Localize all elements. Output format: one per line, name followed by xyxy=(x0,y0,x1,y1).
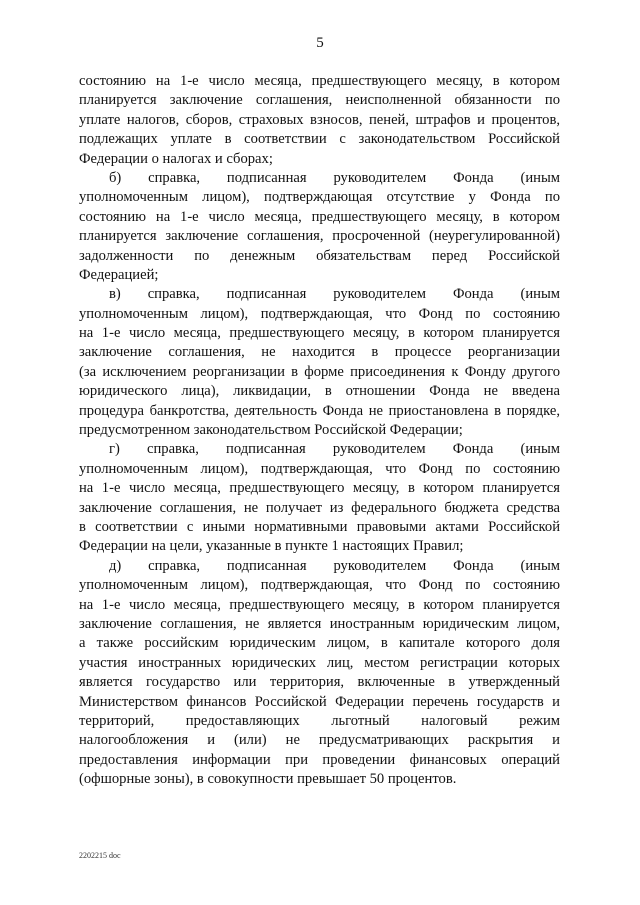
body-text-line: уполномоченным лицом), подтверждающая, что Фонд по состоянию xyxy=(79,460,560,477)
body-text-line: Министерством финансов Российской Федерации перечень государств и xyxy=(79,693,560,710)
body-text-line: задолженности по денежным обязательствам перед Российской xyxy=(79,247,560,264)
body-text-line: предусмотренном законодательством Российской Федерации; xyxy=(79,422,463,439)
page-number: 5 xyxy=(316,35,324,51)
body-text-line: в соответствии с иными нормативными правовыми актами Российской xyxy=(79,518,560,535)
body-text-line: заключение соглашения, не получает из федерального бюджета средства xyxy=(79,499,560,516)
body-text-line: подлежащих уплате в соответствии с законодательством Российской xyxy=(79,131,560,148)
body-text-line: заключение соглашения, не является иностранным юридическим лицом, xyxy=(79,615,560,632)
body-text-line: процедура банкротства, деятельность Фонда не приостановлена в порядке, xyxy=(79,402,560,419)
body-text-line: является государство или территория, включенные в утвержденный xyxy=(79,674,560,691)
body-text-line: состоянию на 1-е число месяца, предшествующего месяцу, в котором xyxy=(79,208,560,225)
body-text-line: б) справка, подписанная руководителем Фонда (иным xyxy=(109,169,560,186)
body-text-line: на 1-е число месяца, предшествующего месяцу, в котором планируется xyxy=(79,325,560,342)
document-body xyxy=(79,72,560,789)
body-text-line: планируется заключение соглашения, просроченной (неурегулированной) xyxy=(79,228,560,245)
body-text-line: на 1-е число месяца, предшествующего месяцу, в котором планируется xyxy=(79,596,560,613)
body-text-line: предоставления информации при проведении финансовых операций xyxy=(79,751,560,768)
body-text-line: д) справка, подписанная руководителем Фонда (иным xyxy=(109,557,560,574)
body-text-line: участия иностранных юридических лиц, местом регистрации которых xyxy=(79,654,560,671)
body-text-line: заключение соглашения, не находится в процессе реорганизации xyxy=(79,344,560,361)
body-text-line: уплате налогов, сборов, страховых взносов, пеней, штрафов и процентов, xyxy=(79,111,560,128)
body-text-line: Федерацией; xyxy=(79,266,159,283)
body-text-line: налогообложения и (или) не предусматривающих раскрытия и xyxy=(79,732,560,749)
body-text-line: состоянию на 1-е число месяца, предшествующего месяцу, в котором xyxy=(79,73,560,89)
body-text-line: юридического лица), ликвидации, в отношении Фонда не введена xyxy=(79,383,560,400)
body-text-line: планируется заключение соглашения, неисполненной обязанности по xyxy=(79,92,560,109)
body-text-line: уполномоченным лицом), подтверждающая, что Фонд по состоянию xyxy=(79,305,560,322)
body-text-line: в) справка, подписанная руководителем Фонда (иным xyxy=(109,286,560,303)
body-text-line: Федерации о налогах и сборах; xyxy=(79,150,273,167)
body-text-line: (за исключением реорганизации в форме присоединения к Фонду другого xyxy=(79,363,560,380)
body-text-line: Федерации на цели, указанные в пункте 1 настоящих Правил; xyxy=(79,538,464,555)
body-text-line: на 1-е число месяца, предшествующего месяцу, в котором планируется xyxy=(79,480,560,497)
body-text-line: г) справка, подписанная руководителем Фонда (иным xyxy=(109,441,560,458)
body-text-line: уполномоченным лицом), подтверждающая, что Фонд по состоянию xyxy=(79,577,560,594)
body-text-line: а также российским юридическим лицом, в капитале которого доля xyxy=(79,635,560,652)
body-text-line: (офшорные зоны), в совокупности превышает 50 процентов. xyxy=(79,771,457,788)
body-text-line: территорий, предоставляющих льготный налоговый режим xyxy=(79,712,560,729)
body-text-line: уполномоченным лицом), подтверждающая отсутствие у Фонда по xyxy=(79,189,560,206)
document-file-code: 2202215 doc xyxy=(79,851,121,860)
